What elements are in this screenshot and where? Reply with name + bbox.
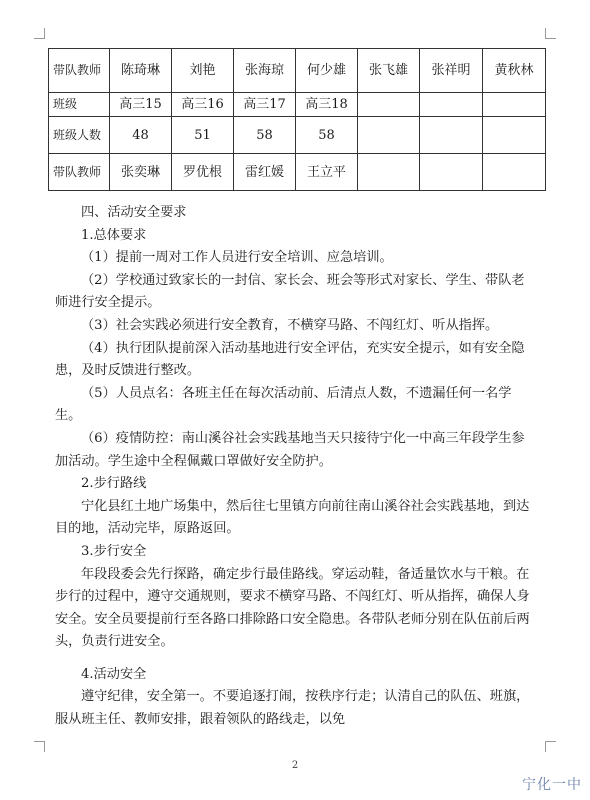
table-row: [49, 93, 546, 117]
table-cell: 高三16: [172, 93, 234, 117]
table-cell: 张奕琳: [110, 154, 172, 191]
section-heading: 四、活动安全要求: [81, 205, 187, 220]
crop-mark-bottom-right: [545, 741, 556, 752]
teacher-class-table: [48, 48, 546, 191]
table-cell: 雷红媛: [234, 154, 296, 191]
table-cell: [420, 154, 483, 191]
table-cell: 带队教师: [49, 49, 110, 93]
paragraph: （1）提前一周对工作人员进行安全培训、应急培训。: [81, 250, 393, 266]
table-cell: 带队教师: [49, 154, 110, 191]
table-cell: [483, 117, 546, 154]
table-cell: [483, 154, 546, 191]
table-cell: 58: [234, 117, 296, 154]
watermark: 宁化一中: [522, 777, 582, 793]
table-cell: 张飞雄: [358, 49, 420, 93]
table-cell: [483, 93, 546, 117]
table-cell: 陈琦琳: [110, 49, 172, 93]
table-cell: 张海琼: [234, 49, 296, 93]
paragraph: （4）执行团队提前深入活动基地进行安全评估，充实安全提示，如有安全隐患，及时反馈进行整改。: [55, 340, 525, 379]
subsection-heading: 1.总体要求: [81, 227, 147, 243]
table-cell: 何少雄: [296, 49, 358, 93]
table-cell: 班级: [49, 93, 110, 117]
paragraph: 宁化县红土地广场集中，然后往七里镇方向前往南山溪谷社会实践基地，到达目的地，活动完毕，原路返回。: [55, 498, 530, 537]
table-cell: [358, 154, 420, 191]
crop-mark-top-left: [34, 28, 45, 39]
table-cell: [420, 117, 483, 154]
subsection-heading: 2.步行路线: [81, 476, 147, 492]
table-cell: 黄秋林: [483, 49, 546, 93]
table-cell: 48: [110, 117, 172, 154]
paragraph: （6）疫情防控：南山溪谷社会实践基地当天只接待宁化一中高三年段学生参加活动。学生途中全程佩戴口罩做好安全防护。: [55, 430, 525, 469]
crop-mark-bottom-left: [34, 741, 45, 752]
table-row: [49, 154, 546, 191]
document-body: [55, 202, 535, 732]
table-row: [49, 117, 546, 154]
table-cell: 张祥明: [420, 49, 483, 93]
subsection-heading: 3.步行安全: [81, 543, 147, 559]
crop-mark-top-right: [545, 28, 556, 39]
table-cell: [420, 93, 483, 117]
table-cell: 51: [172, 117, 234, 154]
table-cell: 高三18: [296, 93, 358, 117]
subsection-heading: 4.活动安全: [81, 666, 147, 682]
page-number: 2: [291, 760, 299, 771]
paragraph: （3）社会实践必须进行安全教育，不横穿马路、不闯红灯、听从指挥。: [81, 317, 499, 333]
paragraph: （5）人员点名：各班主任在每次活动前、后清点人数，不遗漏任何一名学生。: [55, 385, 512, 424]
table-cell: 高三17: [234, 93, 296, 117]
paragraph: 年段段委会先行探路，确定步行最佳路线。穿运动鞋，备适量饮水与干粮。在步行的过程中，遵守交通规则，要求不横穿马路、不闯红灯、听从指挥，确保人身安全。安全员要提前行至各路口排除路口安全隐患。各带队老师分别在队伍前后两头，负责行进安全。: [55, 566, 530, 650]
table-cell: 王立平: [296, 154, 358, 191]
paragraph: 遵守纪律，安全第一。不要追逐打闹，按秩序行走；认清自己的队伍、班旗，服从班主任、教师安排，跟着领队的路线走，以免: [55, 689, 530, 728]
table-cell: 高三15: [110, 93, 172, 117]
table-cell: [358, 117, 420, 154]
paragraph: （2）学校通过致家长的一封信、家长会、班会等形式对家长、学生、带队老师进行安全提示。: [55, 272, 525, 311]
table-cell: 刘艳: [172, 49, 234, 93]
table-cell: [358, 93, 420, 117]
table-cell: 班级人数: [49, 117, 110, 154]
table-cell: 罗优根: [172, 154, 234, 191]
table-cell: 58: [296, 117, 358, 154]
table-row: [49, 49, 546, 93]
